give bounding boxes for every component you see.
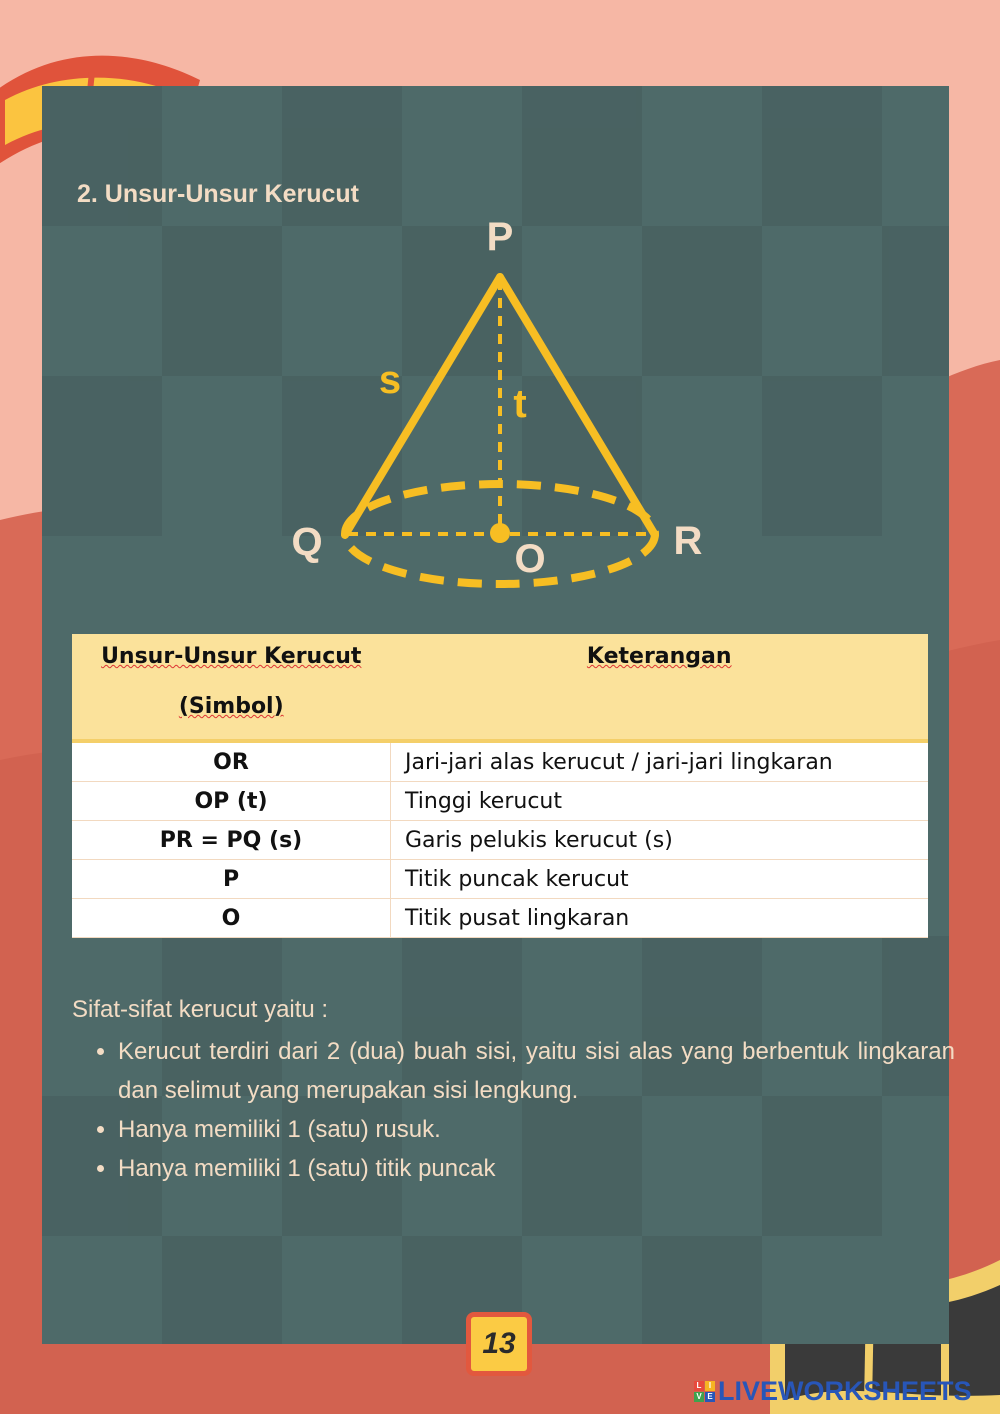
row-description: Titik pusat lingkaran xyxy=(391,899,929,938)
table-row xyxy=(72,741,928,782)
liveworksheets-logo-icon xyxy=(694,1381,715,1402)
liveworksheets-brand[interactable] xyxy=(694,1376,972,1407)
label-o: O xyxy=(514,537,546,581)
row-symbol: O xyxy=(72,899,391,938)
header-symbol-line2: (Simbol) xyxy=(178,694,284,719)
row-description: Jari-jari alas kerucut / jari-jari lingkaran xyxy=(391,741,929,782)
row-description: Tinggi kerucut xyxy=(391,782,929,821)
header-description-label: Keterangan xyxy=(586,644,732,669)
header-symbol xyxy=(72,634,391,741)
label-r: R xyxy=(673,519,703,563)
logo-letter: I xyxy=(705,1381,715,1391)
label-t: t xyxy=(513,382,527,426)
list-item: • Hanya memiliki 1 (satu) titik puncak xyxy=(118,1149,955,1188)
properties-intro: Sifat-sifat kerucut yaitu : xyxy=(72,996,329,1023)
cone-diagram xyxy=(270,205,730,605)
row-symbol: OP (t) xyxy=(72,782,391,821)
row-description: Garis pelukis kerucut (s) xyxy=(391,821,929,860)
center-point-o xyxy=(490,523,510,543)
logo-letter: L xyxy=(694,1381,704,1391)
label-s: s xyxy=(378,358,402,402)
page-number: 13 xyxy=(482,1327,516,1360)
properties-list xyxy=(72,1032,955,1188)
header-symbol-line1: Unsur-Unsur Kerucut xyxy=(101,644,362,669)
header-description xyxy=(391,634,929,741)
logo-letter: V xyxy=(694,1392,704,1402)
row-description: Titik puncak kerucut xyxy=(391,860,929,899)
brand-text: LIVEWORKSHEETS xyxy=(718,1376,972,1406)
section-title: 2. Unsur-Unsur Kerucut xyxy=(77,180,359,208)
list-item: • Kerucut terdiri dari 2 (dua) buah sisi, yaitu sisi alas yang berbentuk lingkaran dan selimut yang merupakan sisi lengkung. xyxy=(118,1032,955,1110)
label-q: Q xyxy=(291,520,323,564)
list-item: • Hanya memiliki 1 (satu) rusuk. xyxy=(118,1110,955,1149)
label-p: P xyxy=(486,215,514,259)
table-row xyxy=(72,821,928,860)
table-row xyxy=(72,899,928,938)
row-symbol: OR xyxy=(72,741,391,782)
table-row xyxy=(72,860,928,899)
slant-line-pq xyxy=(345,277,500,535)
logo-letter: E xyxy=(705,1392,715,1402)
page-number-badge xyxy=(466,1312,532,1376)
row-symbol: PR = PQ (s) xyxy=(72,821,391,860)
row-symbol: P xyxy=(72,860,391,899)
table-row xyxy=(72,782,928,821)
cone-elements-table xyxy=(72,634,928,938)
table-header-row xyxy=(72,634,928,741)
